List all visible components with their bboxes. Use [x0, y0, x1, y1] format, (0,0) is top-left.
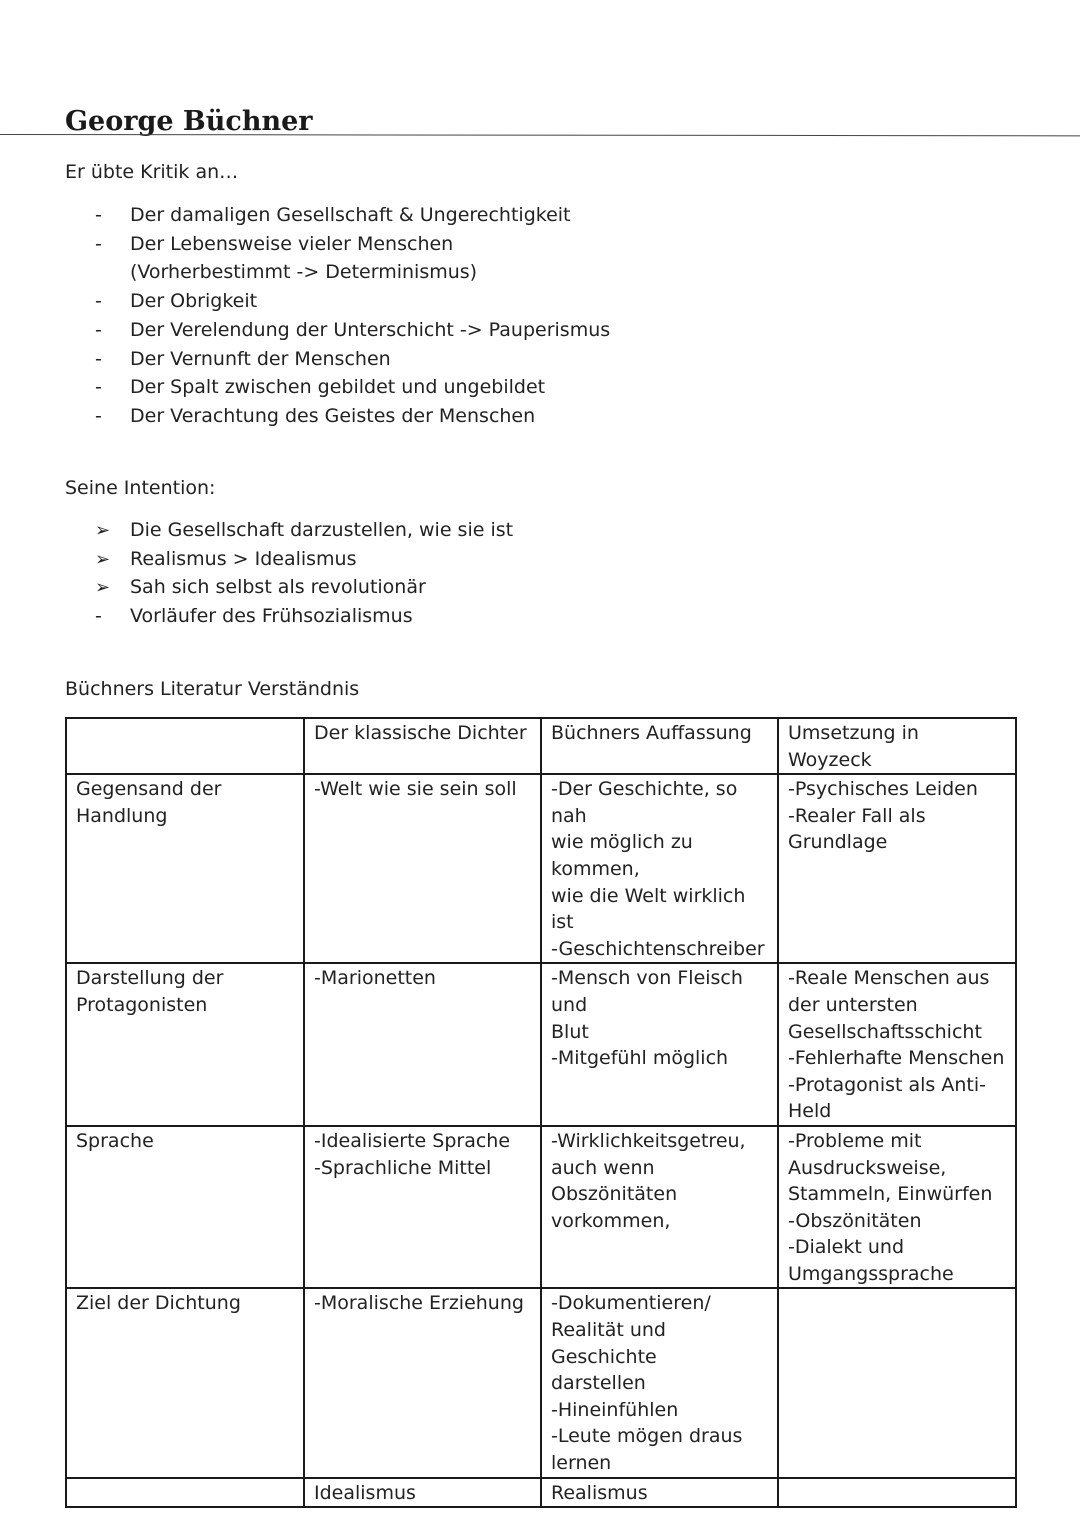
table-cell — [778, 1126, 1016, 1289]
kritik-item-text: Der Verachtung des Geistes der Menschen — [130, 404, 536, 427]
row-label-cell — [66, 1126, 304, 1289]
row-label-cell — [66, 774, 304, 963]
intention-item-text: Vorläufer des Frühsozialismus — [130, 605, 413, 628]
cell-line: -Leute mögen draus — [551, 1425, 743, 1448]
kritik-list — [95, 201, 610, 431]
cell-line: -Idealisierte Sprache — [314, 1129, 511, 1152]
page-title: George Büchner — [65, 106, 313, 137]
cell-line: auch wenn Obszönitäten — [551, 1156, 678, 1206]
cell-line: Ausdrucksweise, — [788, 1156, 947, 1179]
cell-line: wie möglich zu kommen, — [551, 831, 693, 880]
cell-line: wie die Welt wirklich ist — [551, 884, 746, 934]
intention-item-text: Sah sich selbst als revolutionär — [130, 576, 426, 599]
cell-line: Handlung — [76, 804, 168, 827]
kritik-item-text: Der Vernunft der Menschen — [130, 347, 391, 370]
header-cell — [66, 718, 304, 774]
kritik-item — [95, 316, 610, 345]
cell-line: -Der Geschichte, so nah — [551, 778, 738, 827]
dash-bullet — [95, 402, 115, 431]
dash-bullet — [95, 602, 115, 631]
cell-line: Protagonisten — [76, 993, 208, 1016]
row-label-cell — [66, 1288, 304, 1477]
dash-bullet — [95, 345, 115, 374]
cell-line: -Obszönitäten — [788, 1209, 922, 1232]
cell-line: Gegensand der — [76, 778, 222, 801]
cell-line: -Welt wie sie sein soll — [314, 778, 517, 801]
table-cell — [541, 774, 778, 963]
table-cell — [304, 774, 541, 963]
cell-line: -Mensch von Fleisch und — [551, 967, 743, 1016]
intention-item-text: Die Gesellschaft darzustellen, wie sie ist — [130, 519, 514, 541]
cell-line: -Dialekt und — [788, 1236, 905, 1259]
table-row — [66, 774, 1016, 963]
table-caption: Büchners Literatur Verständnis — [65, 678, 360, 700]
cell-line: Darstellung der — [76, 967, 224, 990]
table-row — [66, 963, 1016, 1126]
kritik-item-text: Der Spalt zwischen gebildet und ungebildet — [130, 376, 546, 399]
kritik-item — [95, 345, 610, 374]
table-row — [66, 1288, 1016, 1477]
table-cell — [541, 1126, 778, 1289]
cell-line: -Hineinfühlen — [551, 1398, 679, 1421]
intention-item — [95, 602, 513, 631]
arrow-bullet-icon — [95, 516, 115, 546]
intention-list — [95, 516, 513, 631]
table-cell — [778, 963, 1016, 1126]
header-cell: Der klassische Dichter — [304, 718, 541, 774]
dash-bullet — [95, 201, 115, 230]
cell-line: -Geschichtenschreiber — [551, 937, 765, 960]
cell-line: Held — [788, 1100, 832, 1123]
cell-line: der untersten — [788, 993, 918, 1016]
table-footer-row — [66, 1478, 1016, 1508]
dash-bullet — [95, 287, 115, 316]
dash-bullet — [95, 373, 115, 402]
table-cell — [304, 1126, 541, 1289]
arrow-bullet-icon — [95, 545, 115, 575]
cell-line: Grundlage — [788, 831, 888, 854]
dash-bullet — [95, 316, 115, 345]
footer-cell — [66, 1478, 304, 1508]
literature-table — [65, 717, 1017, 1508]
footer-cell — [778, 1478, 1016, 1508]
cell-line: -Marionetten — [314, 967, 436, 990]
kritik-item-text: (Vorherbestimmt -> Determinismus) — [130, 261, 478, 284]
cell-line: Gesellschaftsschicht — [788, 1020, 982, 1043]
header-cell: Büchners Auffassung — [541, 718, 778, 774]
cell-line: darstellen — [551, 1372, 646, 1395]
cell-line: Blut — [551, 1020, 589, 1043]
table-cell — [541, 1288, 778, 1477]
table-cell — [304, 963, 541, 1126]
cell-line: Sprache — [76, 1129, 154, 1152]
cell-line: -Fehlerhafte Menschen — [788, 1047, 1005, 1070]
intention-item — [95, 516, 513, 545]
cell-line: -Probleme mit — [788, 1129, 922, 1152]
cell-line: -Sprachliche Mittel — [314, 1156, 492, 1179]
table-header-row — [66, 718, 1016, 774]
cell-line: -Protagonist als Anti- — [788, 1073, 986, 1096]
cell-line: -Psychisches Leiden — [788, 778, 978, 801]
table-cell — [304, 1288, 541, 1477]
arrow-bullet-icon — [95, 573, 115, 603]
intention-intro: Seine Intention: — [65, 477, 216, 499]
footer-cell: Idealismus — [304, 1478, 541, 1508]
kritik-item — [95, 402, 610, 431]
footer-cell: Realismus — [541, 1478, 778, 1508]
cell-line: -Reale Menschen aus — [788, 967, 990, 990]
kritik-item — [95, 287, 610, 316]
cell-line: Stammeln, Einwürfen — [788, 1183, 993, 1206]
header-cell: Umsetzung in Woyzeck — [778, 718, 1016, 774]
table-cell — [778, 1288, 1016, 1477]
cell-line: -Wirklichkeitsgetreu, — [551, 1129, 746, 1152]
kritik-item-text: Der Obrigkeit — [130, 290, 258, 313]
kritik-item-text: Der Verelendung der Unterschicht -> Pauperismus — [130, 318, 611, 341]
table-row — [66, 1126, 1016, 1289]
dash-bullet — [95, 230, 115, 259]
intention-item — [95, 545, 513, 574]
kritik-item-text: Der damaligen Gesellschaft & Ungerechtigkeit — [130, 204, 571, 226]
row-label-cell — [66, 963, 304, 1126]
kritik-item — [95, 230, 610, 287]
cell-line: -Dokumentieren/ — [551, 1292, 711, 1315]
intention-item — [95, 573, 513, 602]
cell-line: vorkommen, — [551, 1209, 671, 1232]
kritik-item — [95, 201, 610, 230]
table-cell — [778, 774, 1016, 963]
kritik-item — [95, 373, 610, 402]
cell-line: Umgangssprache — [788, 1262, 954, 1285]
cell-line: lernen — [551, 1452, 612, 1475]
table-cell — [541, 963, 778, 1126]
intention-item-text: Realismus > Idealismus — [130, 547, 357, 570]
cell-line: Realität und Geschichte — [551, 1319, 666, 1368]
cell-line: -Realer Fall als — [788, 804, 926, 827]
kritik-intro: Er übte Kritik an… — [65, 161, 239, 183]
kritik-item-text: Der Lebensweise vieler Menschen — [130, 232, 454, 255]
cell-line: Ziel der Dichtung — [76, 1292, 241, 1315]
cell-line: -Moralische Erziehung — [314, 1292, 524, 1315]
cell-line: -Mitgefühl möglich — [551, 1047, 729, 1070]
